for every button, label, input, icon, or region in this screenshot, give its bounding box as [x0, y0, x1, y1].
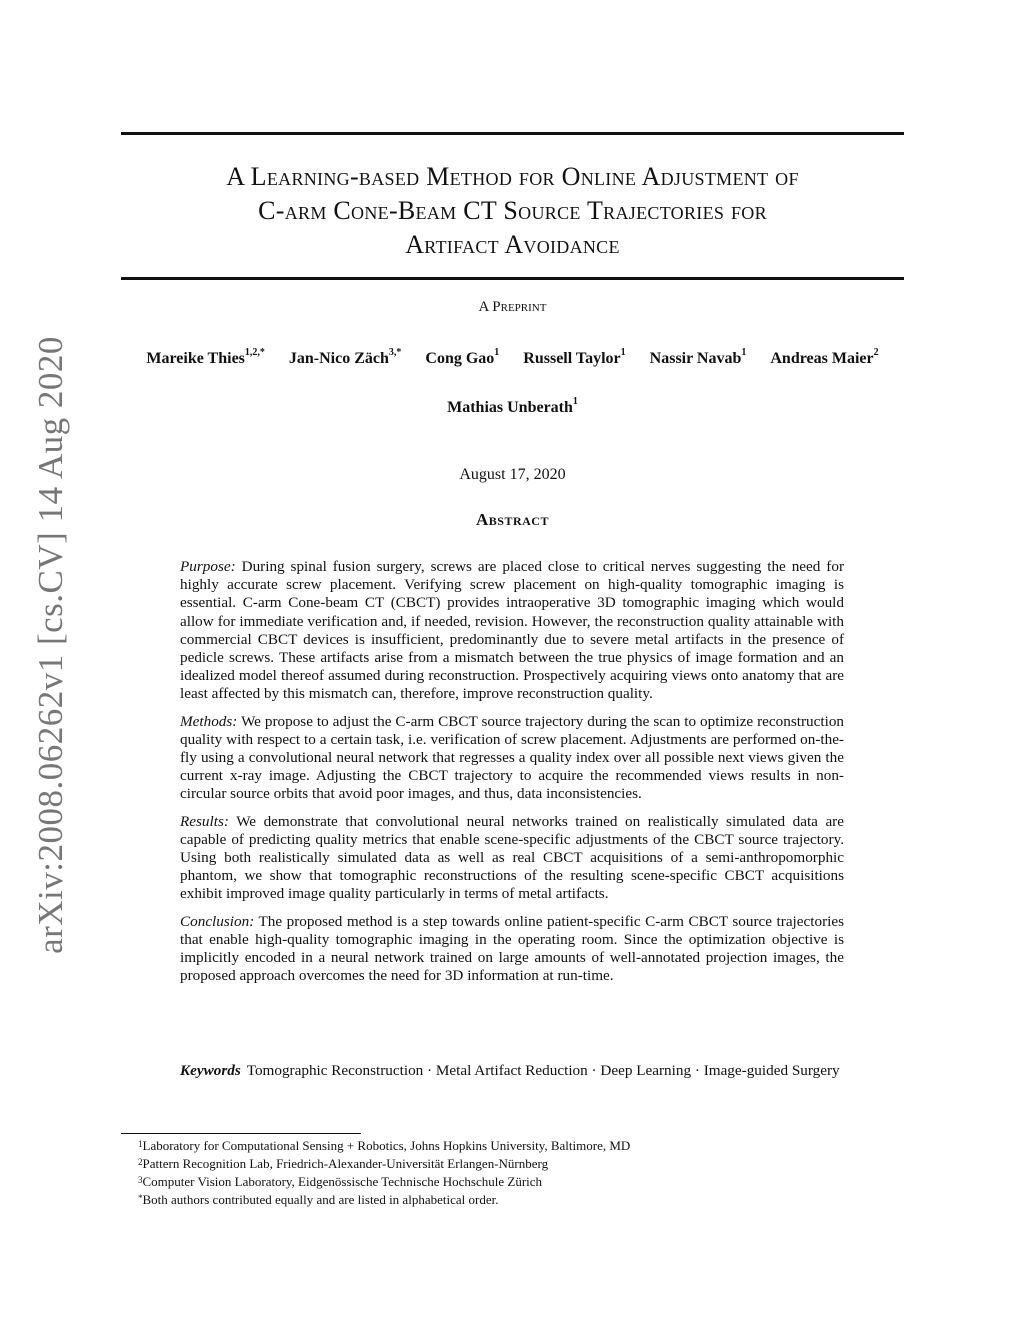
- keywords-label: Keywords: [180, 1062, 241, 1079]
- author: Russell Taylor$^1$: [523, 347, 626, 367]
- footnote-rule: [121, 1133, 361, 1134]
- author: Mareike Thies$^{1,2,*}$: [146, 347, 265, 367]
- abstract-results: [180, 813, 844, 904]
- purpose-label: Purpose:: [180, 558, 236, 575]
- paper-title: [121, 160, 904, 262]
- abstract-body: [180, 558, 844, 994]
- footnotes: [138, 1137, 898, 1209]
- preprint-label: A Preprint: [478, 299, 547, 315]
- keywords: [180, 1062, 844, 1080]
- footnote: $^1$Laboratory for Computational Sensing + Robotics, Johns Hopkins University, Baltimore, MD: [138, 1138, 631, 1153]
- abstract-purpose: [180, 558, 844, 704]
- author: Cong Gao$^1$: [425, 347, 500, 367]
- author: Jan-Nico Zäch$^{3,*}$: [288, 347, 402, 367]
- author: Andreas Maier$^2$: [770, 347, 879, 367]
- title-line-2: C-arm Cone-Beam CT Source Trajectories for: [258, 196, 767, 225]
- title-line-1: A Learning-based Method for Online Adjustment of: [226, 162, 799, 191]
- title-bottom-rule: [121, 277, 904, 280]
- publication-date: August 17, 2020: [459, 466, 566, 483]
- footnote: $^3$Computer Vision Laboratory, Eidgenössische Technische Hochschule Zürich: [138, 1174, 543, 1189]
- author-list: [121, 347, 904, 368]
- author-list-second-row: [121, 396, 904, 417]
- keywords-text: Tomographic Reconstruction · Metal Artifact Reduction · Deep Learning · Image-guided Surgery: [246, 1062, 840, 1079]
- footnote: $^2$Pattern Recognition Lab, Friedrich-Alexander-Universität Erlangen-Nürnberg: [138, 1156, 549, 1171]
- methods-text: We propose to adjust the C-arm CBCT source trajectory during the scan to optimize reconstruction quality with respect to a certain task, i.e. verification of screw placement. Adjustments are performed on-the-fly using a convolutional neural network that regresses a quality index over all possible next views given the current x-ray image. Adjusting the CBCT trajectory to acquire the recommended views results in non-circular source orbits that avoid poor images, and thus, data inconsistencies.: [180, 712, 845, 803]
- footnote: *Both authors contributed equally and are listed in alphabetical order.: [138, 1192, 499, 1207]
- conclusion-text: The proposed method is a step towards online patient-specific C-arm CBCT source trajectories that enable high-quality tomographic imaging in the operating room. Since the optimization objective is implicitly encoded in a neural network trained on large amounts of well-annotated projection images, the proposed approach overcomes the need for 3D information at run-time.: [180, 912, 845, 985]
- author: Mathias Unberath$^1$: [447, 396, 578, 416]
- methods-label: Methods:: [180, 712, 238, 730]
- abstract-conclusion: [180, 913, 844, 986]
- title-line-3: Artifact Avoidance: [405, 230, 620, 259]
- author: Nassir Navab$^1$: [649, 347, 747, 367]
- conclusion-label: Conclusion:: [180, 912, 255, 930]
- arxiv-identifier: arXiv:2008.06262v1 [cs.CV] 14 Aug 2020: [31, 336, 70, 954]
- results-text: We demonstrate that convolutional neural networks trained on realistically simulated data are capable of predicting quality metrics that enable scene-specific adjustments of the CBCT source trajectory. Using both realistically simulated data as well as real CBCT acquisitions of a semi-anthropomorphic phantom, we show that tomographic reconstructions of the resulting scene-specific CBCT acquisitions exhibit improved image quality particularly in terms of metal artifacts.: [180, 812, 844, 903]
- results-label: Results:: [180, 812, 229, 830]
- purpose-text: During spinal fusion surgery, screws are placed close to critical nerves suggesting the need for highly accurate screw placement. Verifying screw placement on high-quality tomographic imaging is essential. C-arm Cone-beam CT (CBCT) provides intraoperative 3D tomographic imaging which would allow for immediate verification and, if needed, revision. However, the reconstruction quality attainable with commercial CBCT devices is insufficient, predominantly due to severe metal artifacts in the presence of pedicle screws. These artifacts arise from a mismatch between the true physics of image formation and an idealized model thereof assumed during reconstruction. Prospectively acquiring views onto anatomy that are least affected by this mismatch can, therefore, improve reconstruction quality.: [180, 558, 844, 703]
- abstract-heading: Abstract: [476, 510, 549, 529]
- abstract-methods: [180, 713, 844, 804]
- title-top-rule: [121, 132, 904, 135]
